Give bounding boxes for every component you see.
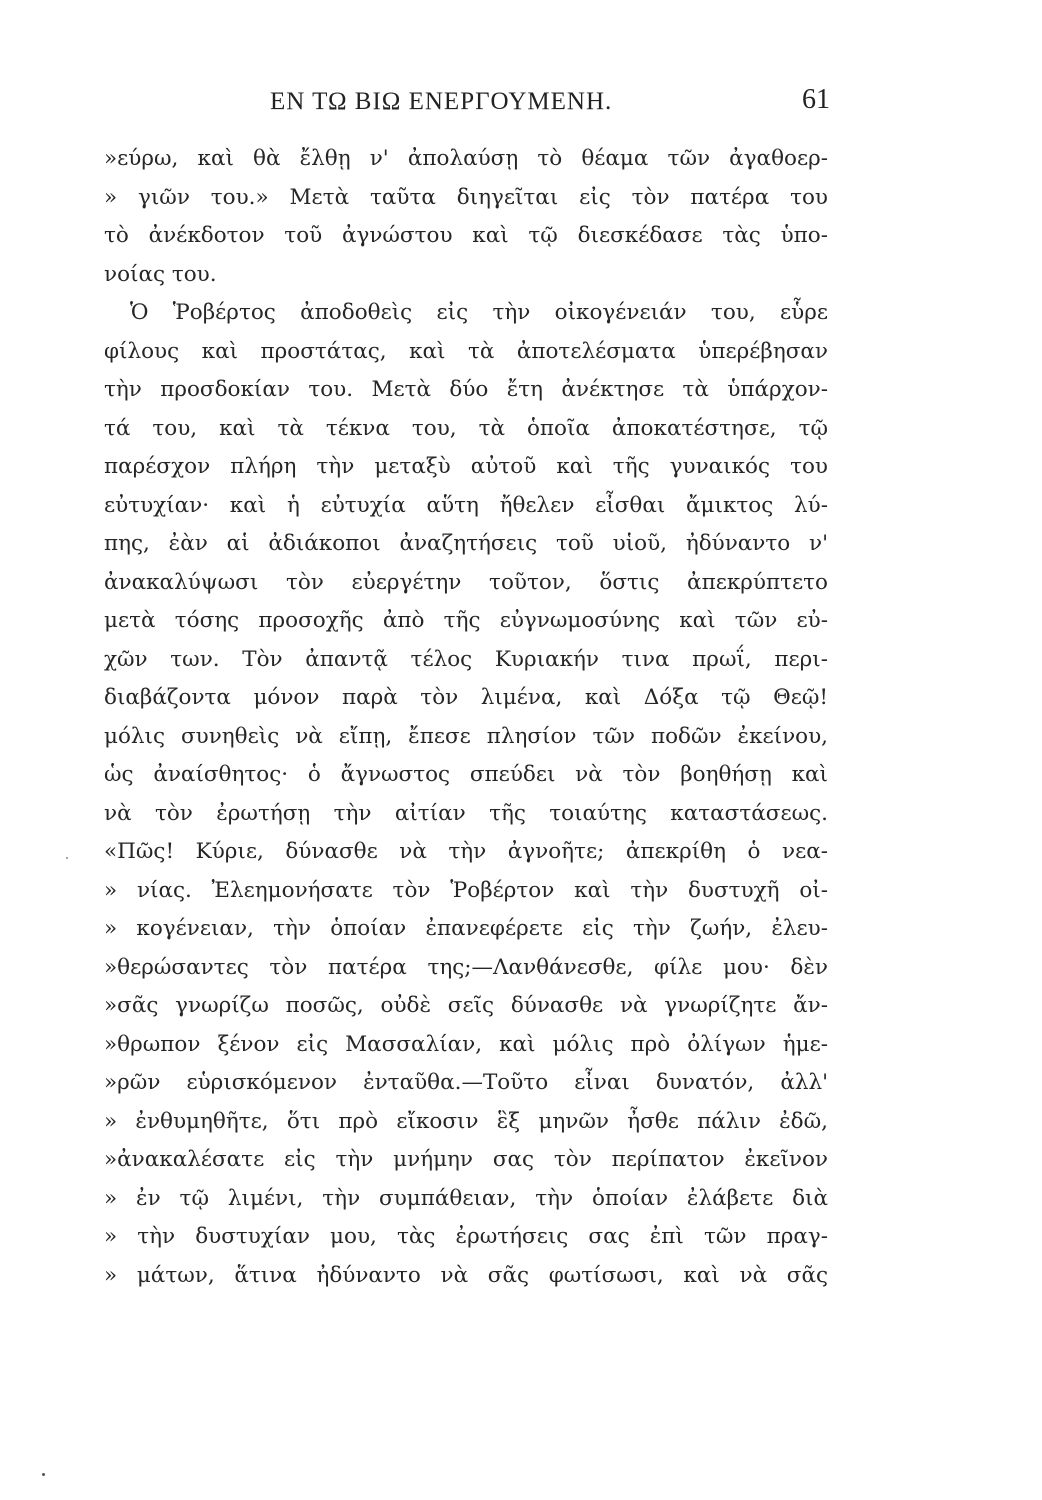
text-line: τὸ ἀνέκδοτον τοῦ ἀγνώστου καὶ τῷ διεσκέδασε τὰς ὑπο- [104,223,828,248]
text-line: νοίας του. [104,261,217,287]
text-line: » ἐν τῷ λιμένι, τὴν συμπάθειαν, τὴν ὁποίαν ἐλάβετε διὰ [104,1185,828,1211]
text-line: «Πῶς! Κύριε, δύνασθε νὰ τὴν ἀγνοῆτε; ἀπεκρίθη ὁ νεα- [104,839,828,864]
text-line: » μάτων, ἅτινα ἠδύναντο νὰ σᾶς φωτίσωσι, καὶ νὰ σᾶς [104,1262,828,1288]
text-line: Ὁ Ῥοβέρτος ἀποδοθεὶς εἰς τὴν οἰκογένειάν του, εὗρε [130,300,828,325]
text-line: » γιῶν του.» Μετὰ ταῦτα διηγεῖται εἰς τὸν πατέρα του [104,184,828,210]
text-line: »ρῶν εὑρισκόμενον ἐνταῦθα.—Τοῦτο εἶναι δυνατόν, ἀλλ' [104,1070,828,1095]
paper-speck [66,857,68,859]
text-line: » ἐνθυμηθῆτε, ὅτι πρὸ εἴκοσιν ἓξ μηνῶν ἦσθε πάλιν ἐδῶ, [104,1108,828,1134]
body-text [104,140,828,1295]
text-line: »εύρω, καὶ θὰ ἔλθῃ ν' ἀπολαύσῃ τὸ θέαμα τῶν ἀγαθοερ- [104,146,828,171]
text-line: τὴν προσδοκίαν του. Μετὰ δύο ἔτη ἀνέκτησε τὰ ὑπάρχον- [104,377,828,402]
text-line: »θερώσαντες τὸν πατέρα της;—Λανθάνεσθε, φίλε μου· δὲν [104,954,828,980]
text-line: ἀνακαλύψωσι τὸν εὐεργέτην τοῦτον, ὅστις ἀπεκρύπτετο [104,569,828,595]
running-head: ΕΝ ΤΩ ΒΙΩ ΕΝΕΡΓΟΥΜΕΝΗ. [270,88,613,115]
text-line: νὰ τὸν ἐρωτήσῃ τὴν αἰτίαν τῆς τοιαύτης καταστάσεως. [104,800,828,826]
text-line: εὐτυχίαν· καὶ ἡ εὐτυχία αὕτη ἤθελεν εἶσθαι ἄμικτος λύ- [104,492,828,518]
text-line: τά του, καὶ τὰ τέκνα του, τὰ ὁποῖα ἀποκατέστησε, τῷ [104,415,828,441]
text-line: φίλους καὶ προστάτας, καὶ τὰ ἀποτελέσματα ὑπερέβησαν [104,338,828,364]
text-line: » κογένειαν, τὴν ὁποίαν ἐπανεφέρετε εἰς τὴν ζωήν, ἐλευ- [104,916,828,941]
text-line: διαβάζοντα μόνον παρὰ τὸν λιμένα, καὶ Δόξα τῷ Θεῷ! [104,685,828,710]
text-line: »ἀνακαλέσατε εἰς τὴν μνήμην σας τὸν περίπατον ἐκεῖνον [104,1147,828,1172]
text-line: »θρωπον ξένον εἰς Μασσαλίαν, καὶ μόλις πρὸ ὀλίγων ἡμε- [104,1031,828,1057]
text-line: παρέσχον πλήρη τὴν μεταξὺ αὐτοῦ καὶ τῆς γυναικός του [104,454,828,479]
text-line: » τὴν δυστυχίαν μου, τὰς ἐρωτήσεις σας ἐπὶ τῶν πραγ- [104,1224,828,1249]
text-line: πης, ἐὰν αἱ ἀδιάκοποι ἀναζητήσεις τοῦ υἱοῦ, ἠδύναντο ν' [104,531,828,556]
text-line: »σᾶς γνωρίζω ποσῶς, οὐδὲ σεῖς δύνασθε νὰ γνωρίζητε ἄν- [104,993,828,1018]
text-line: » νίας. Ἐλεημονήσατε τὸν Ῥοβέρτον καὶ τὴν δυστυχῆ οἰ- [104,877,828,903]
paper-speck [42,1473,45,1476]
text-line: μόλις συνηθεὶς νὰ εἴπῃ, ἔπεσε πλησίον τῶν ποδῶν ἐκείνου, [104,723,828,749]
page-number: 61 [802,84,830,115]
text-line: χῶν των. Τὸν ἀπαντᾷ τέλος Κυριακήν τινα πρωΐ, περι- [104,646,828,672]
text-line: ὡς ἀναίσθητος· ὁ ἄγνωστος σπεύδει νὰ τὸν βοηθήσῃ καὶ [104,762,828,787]
text-line: μετὰ τόσης προσοχῆς ἀπὸ τῆς εὐγνωμοσύνης καὶ τῶν εὐ- [104,608,828,633]
page-header [110,84,830,128]
